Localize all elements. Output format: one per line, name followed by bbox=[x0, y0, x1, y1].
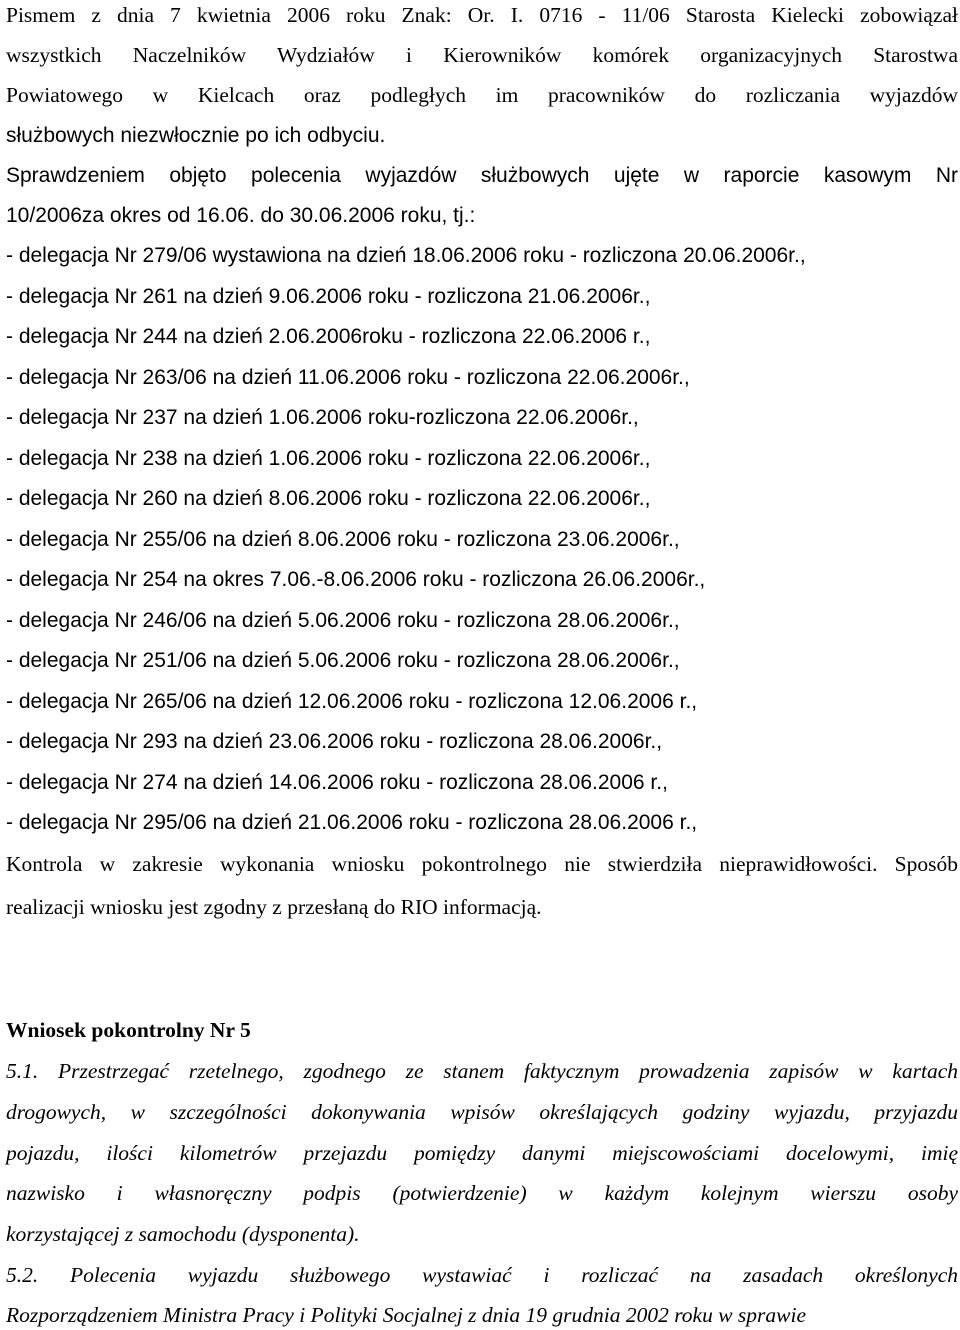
paragraph1-line: Powiatowego w Kielcach oraz podległych im pracowników do rozliczania wyjazdów bbox=[6, 83, 958, 107]
delegation-item: - delegacja Nr 237 na dzień 1.06.2006 roku-rozliczona 22.06.2006r., bbox=[6, 406, 639, 429]
paragraph1-line: Pismem z dnia 7 kwietnia 2006 roku Znak: Or. I. 0716 - 11/06 Starosta Kielecki zobowiązał bbox=[6, 3, 958, 27]
delegation-item: - delegacja Nr 246/06 na dzień 5.06.2006 roku - rozliczona 28.06.2006r., bbox=[6, 609, 680, 632]
delegation-item: - delegacja Nr 263/06 na dzień 11.06.2006 roku - rozliczona 22.06.2006r., bbox=[6, 366, 690, 389]
delegation-item: - delegacja Nr 261 na dzień 9.06.2006 roku - rozliczona 21.06.2006r., bbox=[6, 285, 651, 308]
conclusion-line: realizacji wniosku jest zgodny z przesłaną do RIO informacją. bbox=[6, 895, 542, 919]
delegation-item: - delegacja Nr 293 na dzień 23.06.2006 roku - rozliczona 28.06.2006r., bbox=[6, 730, 663, 753]
paragraph2-line: 10/2006za okres od 16.06. do 30.06.2006 roku, tj.: bbox=[6, 204, 476, 227]
paragraph1-line: służbowych niezwłocznie po ich odbyciu. bbox=[6, 124, 386, 147]
delegation-item: - delegacja Nr 254 na okres 7.06.-8.06.2006 roku - rozliczona 26.06.2006r., bbox=[6, 568, 706, 591]
section-heading: Wniosek pokontrolny Nr 5 bbox=[6, 1018, 251, 1042]
delegation-item: - delegacja Nr 238 na dzień 1.06.2006 roku - rozliczona 22.06.2006r., bbox=[6, 447, 651, 470]
item-5-1-line: 5.1. Przestrzegać rzetelnego, zgodnego ze stanem faktycznym prowadzenia zapisów w kartach bbox=[6, 1059, 958, 1083]
delegation-item: - delegacja Nr 265/06 na dzień 12.06.2006 roku - rozliczona 12.06.2006 r., bbox=[6, 690, 698, 713]
item-5-1-line: nazwisko i własnoręczny podpis (potwierdzenie) w każdym kolejnym wierszu osoby bbox=[6, 1181, 958, 1205]
delegation-item: - delegacja Nr 260 na dzień 8.06.2006 roku - rozliczona 22.06.2006r., bbox=[6, 487, 651, 510]
delegation-item: - delegacja Nr 255/06 na dzień 8.06.2006 roku - rozliczona 23.06.2006r., bbox=[6, 528, 680, 551]
item-5-1-line: drogowych, w szczególności dokonywania wpisów określających godziny wyjazdu, przyjazdu bbox=[6, 1100, 958, 1124]
item-5-2-line: 5.2. Polecenia wyjazdu służbowego wystawiać i rozliczać na zasadach określonych bbox=[6, 1263, 958, 1287]
paragraph2-line: Sprawdzeniem objęto polecenia wyjazdów służbowych ujęte w raporcie kasowym Nr bbox=[6, 164, 958, 187]
delegation-item: - delegacja Nr 274 na dzień 14.06.2006 roku - rozliczona 28.06.2006 r., bbox=[6, 771, 668, 794]
item-5-1-line: korzystającej z samochodu (dysponenta). bbox=[6, 1222, 360, 1246]
conclusion-line: Kontrola w zakresie wykonania wniosku pokontrolnego nie stwierdziła nieprawidłowości. Sposób bbox=[6, 852, 958, 876]
delegation-item: - delegacja Nr 279/06 wystawiona na dzień 18.06.2006 roku - rozliczona 20.06.2006r., bbox=[6, 244, 806, 267]
delegation-item: - delegacja Nr 295/06 na dzień 21.06.2006 roku - rozliczona 28.06.2006 r., bbox=[6, 811, 698, 834]
item-5-1-line: pojazdu, ilości kilometrów przejazdu pomiędzy danymi miejscowościami docelowymi, imię bbox=[6, 1141, 958, 1165]
delegation-item: - delegacja Nr 244 na dzień 2.06.2006roku - rozliczona 22.06.2006 r., bbox=[6, 325, 651, 348]
item-5-2-line: Rozporządzeniem Ministra Pracy i Polityki Socjalnej z dnia 19 grudnia 2002 roku w sprawie bbox=[6, 1303, 807, 1327]
delegation-item: - delegacja Nr 251/06 na dzień 5.06.2006 roku - rozliczona 28.06.2006r., bbox=[6, 649, 680, 672]
paragraph1-line: wszystkich Naczelników Wydziałów i Kierowników komórek organizacyjnych Starostwa bbox=[6, 43, 958, 67]
